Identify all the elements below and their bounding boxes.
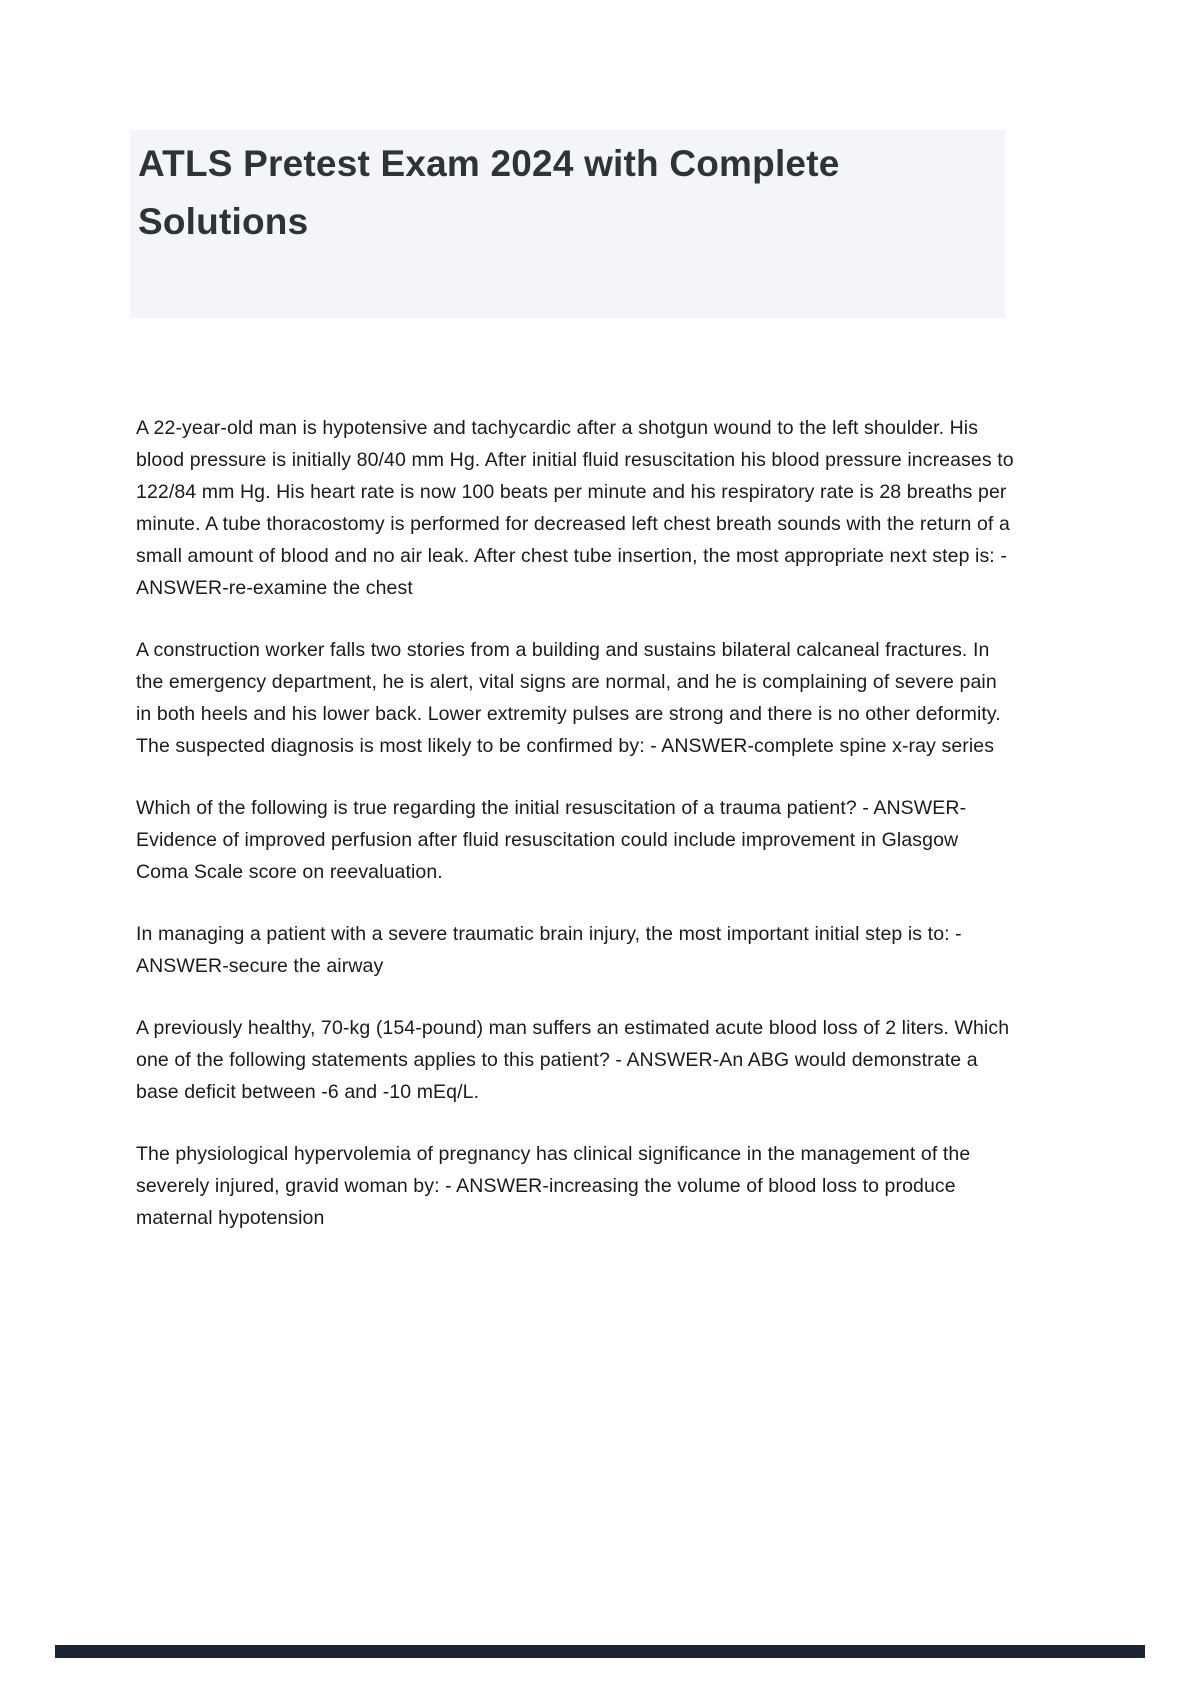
page-title: ATLS Pretest Exam 2024 with Complete Solutions <box>138 143 840 242</box>
question-answer-paragraph: The physiological hypervolemia of pregnancy has clinical significance in the management of the severely injured, gravid woman by: - ANSWER-increasing the volume of blood loss to produce maternal hypotension <box>136 1143 971 1229</box>
question-answer-paragraph: A previously healthy, 70-kg (154-pound) man suffers an estimated acute blood loss of 2 liters. Which one of the following statements applies to this patient? - ANSWER-An ABG would demonstrate a base deficit between -6 and -10 mEq/L. <box>136 1017 1010 1103</box>
document-body <box>136 412 1016 1264</box>
title-header-box <box>130 130 1005 318</box>
footer-divider-bar <box>55 1645 1145 1658</box>
question-answer-paragraph: A construction worker falls two stories from a building and sustains bilateral calcaneal fractures. In the emergency department, he is alert, vital signs are normal, and he is complaining of severe pain in both heels and his lower back. Lower extremity pulses are strong and there is no other deformity. The suspected diagnosis is most likely to be confirmed by: - ANSWER-complete spine x-ray series <box>136 639 1001 757</box>
question-answer-paragraph: A 22-year-old man is hypotensive and tachycardic after a shotgun wound to the left shoulder. His blood pressure is initially 80/40 mm Hg. After initial fluid resuscitation his blood pressure increases to 122/84 mm Hg. His heart rate is now 100 beats per minute and his respiratory rate is 28 breaths per minute. A tube thoracostomy is performed for decreased left chest breath sounds with the return of a small amount of blood and no air leak. After chest tube insertion, the most appropriate next step is: - ANSWER-re-examine the chest <box>136 417 1014 599</box>
question-answer-paragraph: Which of the following is true regarding the initial resuscitation of a trauma patient? - ANSWER-Evidence of improved perfusion after fluid resuscitation could include improvement in Glasgow Coma Scale score on reevaluation. <box>136 797 967 883</box>
question-answer-paragraph: In managing a patient with a severe traumatic brain injury, the most important initial step is to: - ANSWER-secure the airway <box>136 923 962 977</box>
